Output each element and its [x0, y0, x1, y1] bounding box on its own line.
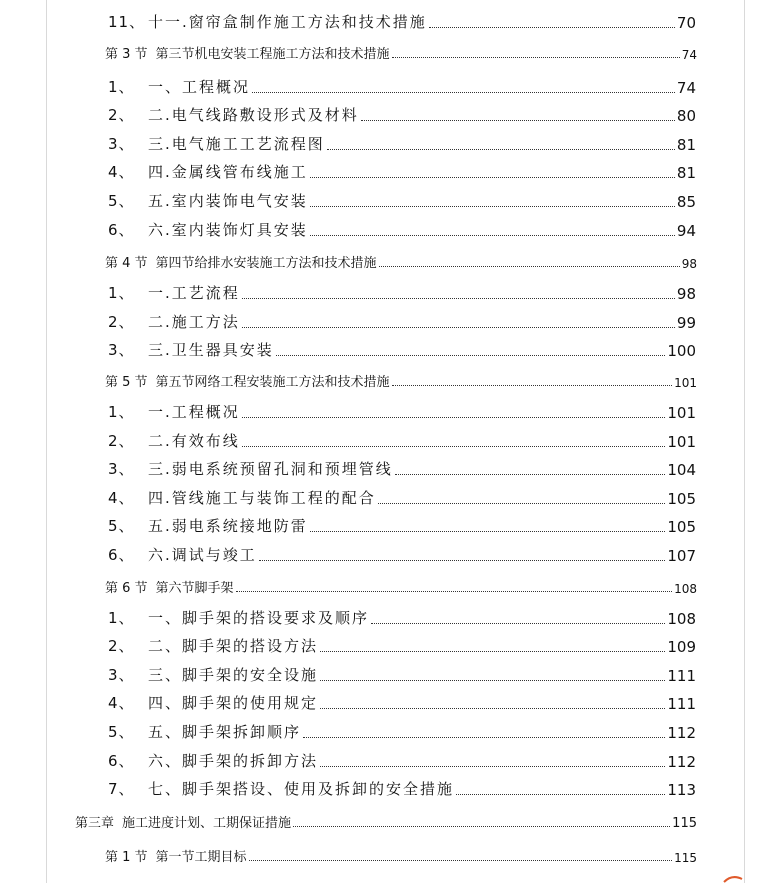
- toc-page-number: 80: [676, 107, 696, 125]
- toc-page-number: 112: [667, 753, 696, 771]
- toc-number: 第 4 节: [105, 256, 148, 271]
- toc-number: 1、: [108, 284, 135, 302]
- toc-number: 11、: [108, 13, 146, 31]
- toc-title: 第三节机电安装工程施工方法和技术措施: [155, 47, 390, 62]
- toc-dot-leader: [242, 416, 666, 418]
- toc-page-number: 109: [667, 638, 696, 656]
- toc-number: 6、: [108, 752, 135, 770]
- toc-item-row[interactable]: [108, 606, 696, 628]
- toc-page-number: 108: [667, 610, 696, 628]
- toc-title: 三.弱电系统预留孔洞和预埋管线: [148, 460, 393, 478]
- toc-title: 第五节网络工程安装施工方法和技术措施: [155, 375, 390, 390]
- toc-title: 六、脚手架的拆卸方法: [148, 752, 319, 770]
- toc-title: 第一节工期目标: [155, 850, 247, 865]
- toc-title: 三.卫生器具安装: [148, 341, 274, 359]
- toc-title: 五、脚手架拆卸顺序: [148, 723, 302, 741]
- toc-page-number: 115: [672, 816, 697, 831]
- toc-number: 2、: [108, 637, 135, 655]
- toc-page-number: 101: [667, 404, 696, 422]
- toc-dot-leader: [327, 148, 675, 150]
- toc-page-number: 99: [676, 314, 696, 332]
- toc-item-row[interactable]: [108, 160, 696, 182]
- toc-number: 2、: [108, 313, 135, 331]
- toc-dot-leader: [371, 622, 665, 624]
- toc-page-number: 85: [676, 193, 696, 211]
- toc-page-number: 98: [676, 285, 696, 303]
- toc-page-number: 104: [667, 461, 696, 479]
- toc-number: 第 1 节: [105, 850, 148, 865]
- toc-page-number: 113: [667, 781, 696, 799]
- toc-section-row[interactable]: [105, 576, 697, 596]
- toc-item-row[interactable]: [108, 543, 696, 565]
- toc-item-row[interactable]: [108, 132, 696, 154]
- toc-number: 7、: [108, 780, 135, 798]
- toc-dot-leader: [242, 297, 675, 299]
- toc-dot-leader: [320, 650, 665, 652]
- toc-page-number: 94: [676, 222, 696, 240]
- page-right-border: [744, 0, 745, 883]
- toc-number: 第 3 节: [105, 47, 148, 62]
- toc-dot-leader: [395, 473, 666, 475]
- toc-title: 三.电气施工工艺流程图: [148, 135, 325, 153]
- toc-number: 第三章: [75, 816, 115, 831]
- toc-page-number: 74: [681, 48, 697, 62]
- corner-mark-stroke: [724, 877, 742, 882]
- toc-title: 五.弱电系统接地防雷: [148, 517, 308, 535]
- toc-title: 二.电气线路敷设形式及材料: [148, 106, 359, 124]
- toc-title: 二.施工方法: [148, 313, 240, 331]
- toc-number: 4、: [108, 163, 135, 181]
- toc-item-row[interactable]: [108, 400, 696, 422]
- toc-item-row[interactable]: [108, 281, 696, 303]
- toc-item-row[interactable]: [108, 218, 696, 240]
- toc-dot-leader: [236, 590, 673, 592]
- toc-title: 一、工程概况: [148, 78, 251, 96]
- page-left-border: [46, 0, 47, 883]
- toc-page-number: 112: [667, 724, 696, 742]
- toc-page-number: 105: [667, 518, 696, 536]
- toc-item-row[interactable]: [108, 777, 696, 799]
- toc-dot-leader: [310, 176, 675, 178]
- toc-title: 一.工艺流程: [148, 284, 240, 302]
- toc-number: 5、: [108, 192, 135, 210]
- toc-number: 4、: [108, 694, 135, 712]
- toc-number: 6、: [108, 221, 135, 239]
- toc-dot-leader: [293, 825, 670, 827]
- toc-dot-leader: [242, 445, 666, 447]
- toc-number: 3、: [108, 460, 135, 478]
- toc-page-number: 74: [676, 79, 696, 97]
- cut-off-toc-row: [105, 876, 425, 883]
- toc-number: 4、: [108, 489, 135, 507]
- toc-section-row[interactable]: [105, 370, 697, 390]
- toc-page-number: 101: [667, 433, 696, 451]
- toc-item-row[interactable]: [108, 720, 696, 742]
- toc-title: 六.调试与竣工: [148, 546, 257, 564]
- toc-dot-leader: [310, 205, 675, 207]
- toc-section-row[interactable]: [105, 845, 697, 865]
- toc-title: 四.金属线管布线施工: [148, 163, 308, 181]
- toc-dot-leader: [259, 559, 666, 561]
- toc-item-row[interactable]: [108, 634, 696, 656]
- toc-page-number: 105: [667, 490, 696, 508]
- toc-item-row[interactable]: [108, 429, 696, 451]
- toc-dot-leader: [392, 56, 680, 58]
- toc-number: 1、: [108, 78, 135, 96]
- toc-title: 四.管线施工与装饰工程的配合: [148, 489, 376, 507]
- toc-item-row[interactable]: [108, 310, 696, 332]
- toc-title: 七、脚手架搭设、使用及拆卸的安全措施: [148, 780, 455, 798]
- toc-page-number: 107: [667, 547, 696, 565]
- toc-section-row[interactable]: [105, 42, 697, 62]
- toc-page-number: 81: [676, 164, 696, 182]
- toc-page-number: 108: [674, 582, 697, 596]
- toc-title: 十一.窗帘盒制作施工方法和技术措施: [148, 13, 427, 31]
- toc-dot-leader: [392, 384, 673, 386]
- toc-title: 二、脚手架的搭设方法: [148, 637, 319, 655]
- toc-number: 6、: [108, 546, 135, 564]
- toc-dot-leader: [379, 265, 680, 267]
- toc-page-number: 70: [676, 14, 696, 32]
- toc-page-number: 81: [676, 136, 696, 154]
- toc-item-row[interactable]: [108, 486, 696, 508]
- toc-item-row[interactable]: [108, 691, 696, 713]
- toc-item-row[interactable]: [108, 189, 696, 211]
- toc-item-row[interactable]: [108, 75, 696, 97]
- toc-number: 3、: [108, 341, 135, 359]
- toc-title: 施工进度计划、工期保证措施: [122, 816, 292, 831]
- toc-dot-leader: [310, 530, 666, 532]
- toc-number: 第 5 节: [105, 375, 148, 390]
- toc-item-row[interactable]: [108, 10, 696, 32]
- toc-page-number: 115: [674, 851, 697, 865]
- toc-title: 第六节脚手架: [155, 581, 234, 596]
- toc-dot-leader: [361, 119, 675, 121]
- toc-section-row[interactable]: [105, 251, 697, 271]
- toc-dot-leader: [456, 793, 665, 795]
- toc-title: 四、脚手架的使用规定: [148, 694, 319, 712]
- toc-dot-leader: [252, 91, 675, 93]
- toc-dot-leader: [378, 502, 666, 504]
- toc-dot-leader: [320, 765, 665, 767]
- toc-number: 2、: [108, 106, 135, 124]
- toc-page-number: 100: [667, 342, 696, 360]
- toc-title: 三、脚手架的安全设施: [148, 666, 319, 684]
- toc-title: 第四节给排水安装施工方法和技术措施: [155, 256, 377, 271]
- toc-item-row[interactable]: [108, 749, 696, 771]
- toc-item-row[interactable]: [108, 338, 696, 360]
- toc-number: 5、: [108, 723, 135, 741]
- toc-page-number: 111: [667, 695, 696, 713]
- toc-dot-leader: [320, 707, 665, 709]
- toc-title: 一、脚手架的搭设要求及顺序: [148, 609, 370, 627]
- toc-number: 第 6 节: [105, 581, 148, 596]
- toc-title: 五.室内装饰电气安装: [148, 192, 308, 210]
- toc-item-row[interactable]: [108, 663, 696, 685]
- toc-item-row[interactable]: [108, 514, 696, 536]
- toc-dot-leader: [276, 354, 666, 356]
- toc-dot-leader: [249, 859, 673, 861]
- toc-number: 3、: [108, 135, 135, 153]
- toc-number: 2、: [108, 432, 135, 450]
- toc-dot-leader: [310, 234, 675, 236]
- toc-item-row[interactable]: [108, 457, 696, 479]
- toc-number: 5、: [108, 517, 135, 535]
- corner-mark-icon: [722, 874, 744, 883]
- toc-page-number: 98: [681, 257, 697, 271]
- toc-page-number: 101: [674, 376, 697, 390]
- toc-dot-leader: [242, 326, 675, 328]
- toc-item-row[interactable]: [108, 103, 696, 125]
- toc-page-number: 111: [667, 667, 696, 685]
- toc-dot-leader: [303, 736, 665, 738]
- toc-number: 1、: [108, 403, 135, 421]
- toc-title: 一.工程概况: [148, 403, 240, 421]
- toc-chapter-row[interactable]: [75, 811, 697, 831]
- toc-number: 1、: [108, 609, 135, 627]
- toc-dot-leader: [320, 679, 665, 681]
- toc-dot-leader: [429, 26, 675, 28]
- toc-number: 3、: [108, 666, 135, 684]
- toc-title: 二.有效布线: [148, 432, 240, 450]
- toc-title: 六.室内装饰灯具安装: [148, 221, 308, 239]
